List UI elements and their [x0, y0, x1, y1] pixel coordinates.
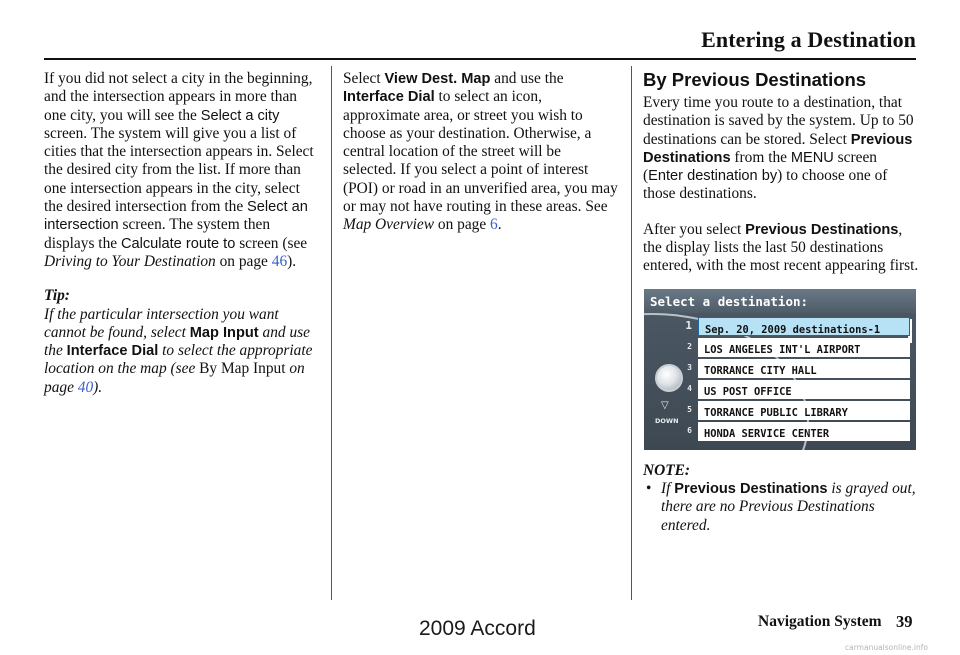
ui-term-calculate-route-to: Calculate route to	[120, 235, 236, 252]
screen-title: Select a destination:	[644, 289, 916, 313]
ui-term-enter-destination-by: Enter destination by	[648, 168, 778, 185]
ui-term-interface-dial: Interface Dial	[66, 343, 159, 360]
text: Every time you route to a destination, that destination is saved by the system. Up to 50 destinations can be stored. Select	[643, 94, 914, 148]
text: Select	[343, 70, 385, 87]
page-title: Entering a Destination	[701, 27, 916, 52]
ui-term-view-dest-map: View Dest. Map	[384, 71, 491, 87]
text: ).	[93, 378, 103, 396]
text: on page	[44, 360, 305, 396]
text: If you did not select a city in the beginning, and the intersection appears in more than one city, you will see the	[44, 70, 313, 124]
ui-term-select-a-city: Select a city	[200, 107, 280, 124]
ui-term-previous-destinations: Previous Destinations	[674, 480, 828, 497]
column-divider-1	[331, 66, 332, 600]
text: If	[661, 479, 675, 497]
down-label: DOWN	[655, 416, 679, 425]
ui-term-select-an-intersection: Select an intersection	[44, 199, 308, 234]
text: is grayed out, there are no Previous Destinations entered.	[661, 479, 916, 534]
text: screen (see	[235, 234, 308, 252]
column-2	[343, 70, 618, 235]
destination-label: US POST OFFICE	[698, 380, 910, 399]
page-link-6[interactable]: 6	[490, 216, 498, 234]
nav-screen-image	[644, 289, 916, 450]
destination-label: Sep. 20, 2009 destinations-1	[698, 317, 910, 336]
page-link-46[interactable]: 46	[271, 252, 288, 270]
destination-item[interactable]	[674, 379, 910, 400]
destination-item[interactable]	[674, 316, 910, 337]
destination-number: 1	[685, 319, 692, 333]
column-3	[643, 70, 920, 535]
destination-list	[674, 316, 910, 442]
destination-label: HONDA SERVICE CENTER	[698, 422, 910, 441]
paragraph-city-select	[44, 70, 320, 271]
cross-reference: Driving to Your Destination	[44, 252, 216, 270]
text: screen (	[643, 148, 877, 185]
destination-number: 5	[687, 405, 692, 415]
note-bullet	[643, 480, 920, 535]
destination-label: TORRANCE PUBLIC LIBRARY	[698, 401, 910, 420]
text: and use the	[490, 70, 564, 87]
destination-number: 4	[687, 384, 692, 394]
down-arrow-icon: ▽	[661, 399, 669, 411]
cross-reference: By Map Input	[199, 360, 286, 378]
model-watermark: 2009 Accord	[419, 617, 536, 640]
text: If the particular intersection you want cannot be found, select	[44, 305, 279, 341]
paragraph-after-select	[643, 221, 920, 276]
text: to select an icon, approximate area, or street you wish to choose as your destination. Otherwise, a central location of the street will be selected. If you select a point of interest (POI) or road in an unverified area, you may or may not have routing in these areas. See	[343, 88, 618, 216]
destination-number: 6	[687, 426, 692, 436]
text: from the	[730, 148, 791, 166]
text: on page	[215, 252, 272, 270]
destination-item[interactable]	[674, 421, 910, 442]
text: screen. The system then displays the	[44, 216, 271, 252]
footer-section-title: Navigation System	[758, 613, 882, 630]
ui-term-menu: MENU	[790, 149, 834, 166]
destination-item[interactable]	[674, 358, 910, 379]
ui-term-interface-dial: Interface Dial	[343, 89, 435, 106]
ui-term-map-input: Map Input	[189, 324, 259, 341]
bullet-icon: •	[646, 479, 652, 497]
column-1	[44, 70, 320, 397]
ui-term-previous-destinations: Previous Destinations	[745, 221, 899, 238]
destination-number: 2	[687, 342, 692, 352]
text: on page	[434, 216, 491, 234]
paragraph-view-dest-map	[343, 70, 618, 235]
text: ).	[287, 252, 297, 270]
page-number: 39	[896, 612, 913, 631]
destination-label: TORRANCE CITY HALL	[698, 359, 910, 378]
cross-reference: Map Overview	[343, 216, 435, 234]
note-heading: NOTE:	[643, 461, 691, 479]
text: After you select	[643, 220, 746, 238]
text: , the display lists the last 50 destinations entered, with the most recent appearing first.	[643, 220, 919, 275]
destination-label: LOS ANGELES INT'L AIRPORT	[698, 338, 910, 357]
text: and use the	[44, 323, 310, 360]
destination-item[interactable]	[674, 337, 910, 358]
section-heading: By Previous Destinations	[643, 69, 867, 90]
column-divider-2	[631, 66, 632, 600]
site-watermark: carmanualsonline.info	[845, 643, 928, 652]
tip-paragraph	[44, 306, 320, 397]
page-link-40[interactable]: 40	[77, 378, 94, 396]
tip-heading: Tip:	[44, 287, 70, 305]
paragraph-previous-destinations	[643, 94, 920, 204]
text: ) to choose one of those destinations.	[643, 167, 888, 203]
text: .	[497, 216, 502, 234]
destination-number: 3	[687, 363, 692, 373]
text: to select the appropriate location on the map (see	[44, 342, 313, 378]
ui-term-previous-destinations: Previous Destinations	[643, 131, 913, 166]
title-rule	[44, 58, 916, 60]
text: screen. The system will give you a list of cities that the intersection appears in. Select the desired city from the list. If more than one intersection appears in the city, select the desired intersection from the	[44, 124, 314, 216]
destination-item[interactable]	[674, 400, 910, 421]
